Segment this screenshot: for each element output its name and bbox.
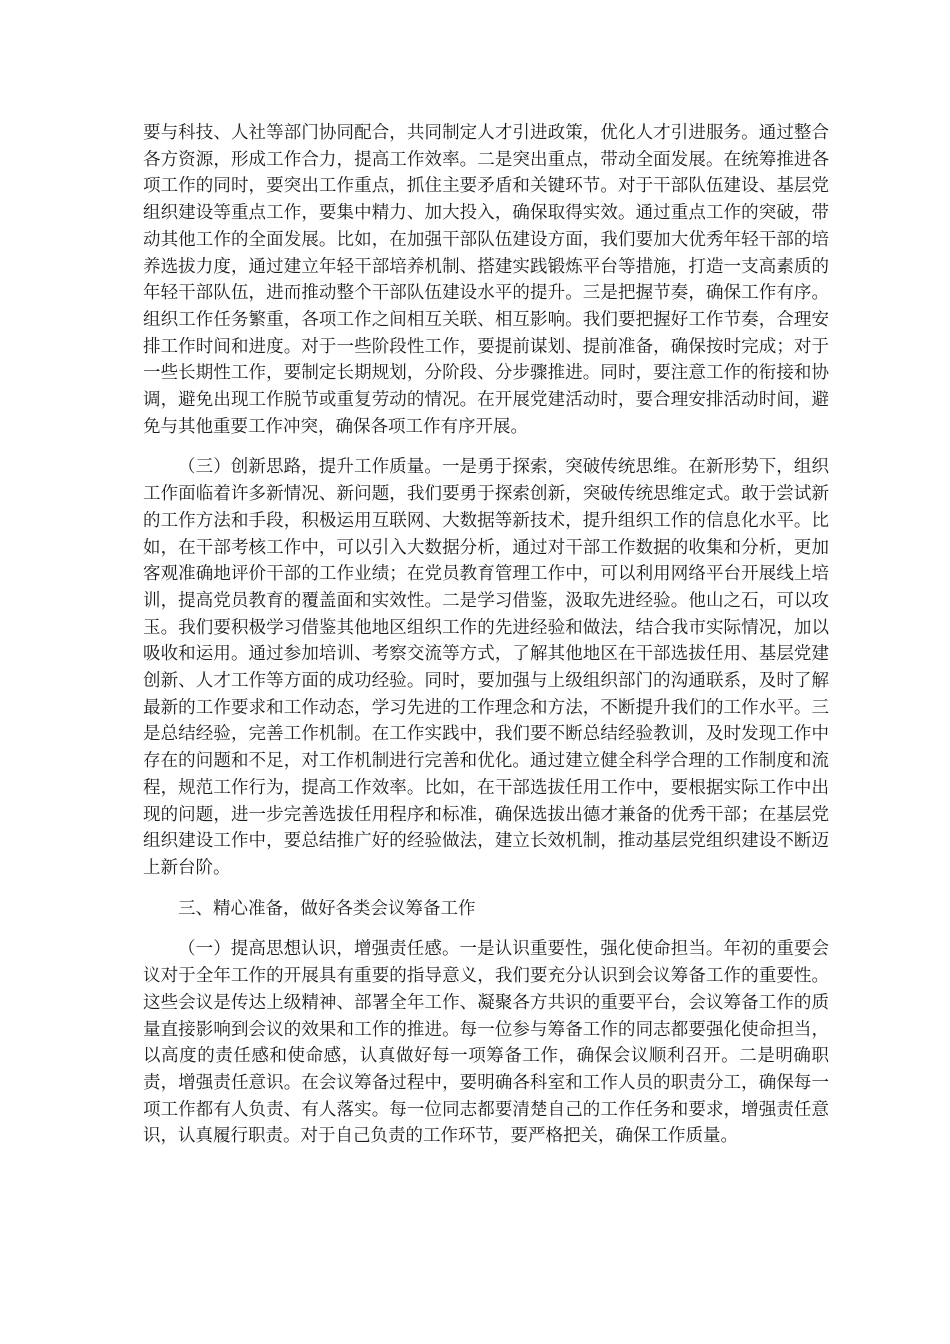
document-body [143,120,829,1150]
paragraph-continuation: 要与科技、人社等部门协同配合，共同制定人才引进政策，优化人才引进服务。通过整合各方资源，形成工作合力，提高工作效率。二是突出重点，带动全面发展。在统筹推进各项工作的同时，要突出工作重点，抓住主要矛盾和关键环节。对于干部队伍建设、基层党组织建设等重点工作，要集中精力、加大投入，确保取得实效。通过重点工作的突破，带动其他工作的全面发展。比如，在加强干部队伍建设方面，我们要加大优秀年轻干部的培养选拔力度，通过建立年轻干部培养机制、搭建实践锻炼平台等措施，打造一支高素质的年轻干部队伍，进而推动整个干部队伍建设水平的提升。三是把握节奏，确保工作有序。组织工作任务繁重，各项工作之间相互关联、相互影响。我们要把握好工作节奏，合理安排工作时间和进度。对于一些阶段性工作，要提前谋划、提前准备，确保按时完成；对于一些长期性工作，要制定长期规划，分阶段、分步骤推进。同时，要注意工作的衔接和协调，避免出现工作脱节或重复劳动的情况。在开展党建活动时，要合理安排活动时间，避免与其他重要工作冲突，确保各项工作有序开展。 [143,123,829,437]
paragraph-subsection-one: （一）提高思想认识，增强责任感。一是认识重要性，强化使命担当。年初的重要会议对于全年工作的开展具有重要的指导意义，我们要充分认识到会议筹备工作的重要性。这些会议是传达上级精神、部署全年工作、凝聚各方共识的重要平台，会议筹备工作的质量直接影响到会议的效果和工作的推进。每一位参与筹备工作的同志都要强化使命担当，以高度的责任感和使命感，认真做好每一项筹备工作，确保会议顺利召开。二是明确职责，增强责任意识。在会议筹备过程中，要明确各科室和工作人员的职责分工，确保每一项工作都有人负责、有人落实。每一位同志都要清楚自己的工作任务和要求，增强责任意识，认真履行职责。对于自己负责的工作环节，要严格把关，确保工作质量。 [143,939,829,1147]
paragraph-section-three: （三）创新思路，提升工作质量。一是勇于探索，突破传统思维。在新形势下，组织工作面临着许多新情况、新问题，我们要勇于探索创新，突破传统思维定式。敢于尝试新的工作方法和手段，积极运用互联网、大数据等新技术，提升组织工作的信息化水平。比如，在干部考核工作中，可以引入大数据分析，通过对干部工作数据的收集和分析，更加客观准确地评价干部的工作业绩；在党员教育管理工作中，可以利用网络平台开展线上培训，提高党员教育的覆盖面和实效性。二是学习借鉴，汲取先进经验。他山之石，可以攻玉。我们要积极学习借鉴其他地区组织工作的先进经验和做法，结合我市实际情况，加以吸收和运用。通过参加培训、考察交流等方式，了解其他地区在干部选拔任用、基层党建创新、人才工作等方面的成功经验。同时，要加强与上级组织部门的沟通联系，及时了解最新的工作要求和工作动态，学习先进的工作理念和方法，不断提升我们的工作水平。三是总结经验，完善工作机制。在工作实践中，我们要不断总结经验教训，及时发现工作中存在的问题和不足，对工作机制进行完善和优化。通过建立健全科学合理的工作制度和流程，规范工作行为，提高工作效率。比如，在干部选拔任用工作中，要根据实际工作中出现的问题，进一步完善选拔任用程序和标准，确保选拔出德才兼备的优秀干部；在基层党组织建设工作中，要总结推广好的经验做法，建立长效机制，推动基层党组织建设不断迈上新台阶。 [143,457,829,878]
section-heading: 三、精心准备，做好各类会议筹备工作 [178,898,476,919]
